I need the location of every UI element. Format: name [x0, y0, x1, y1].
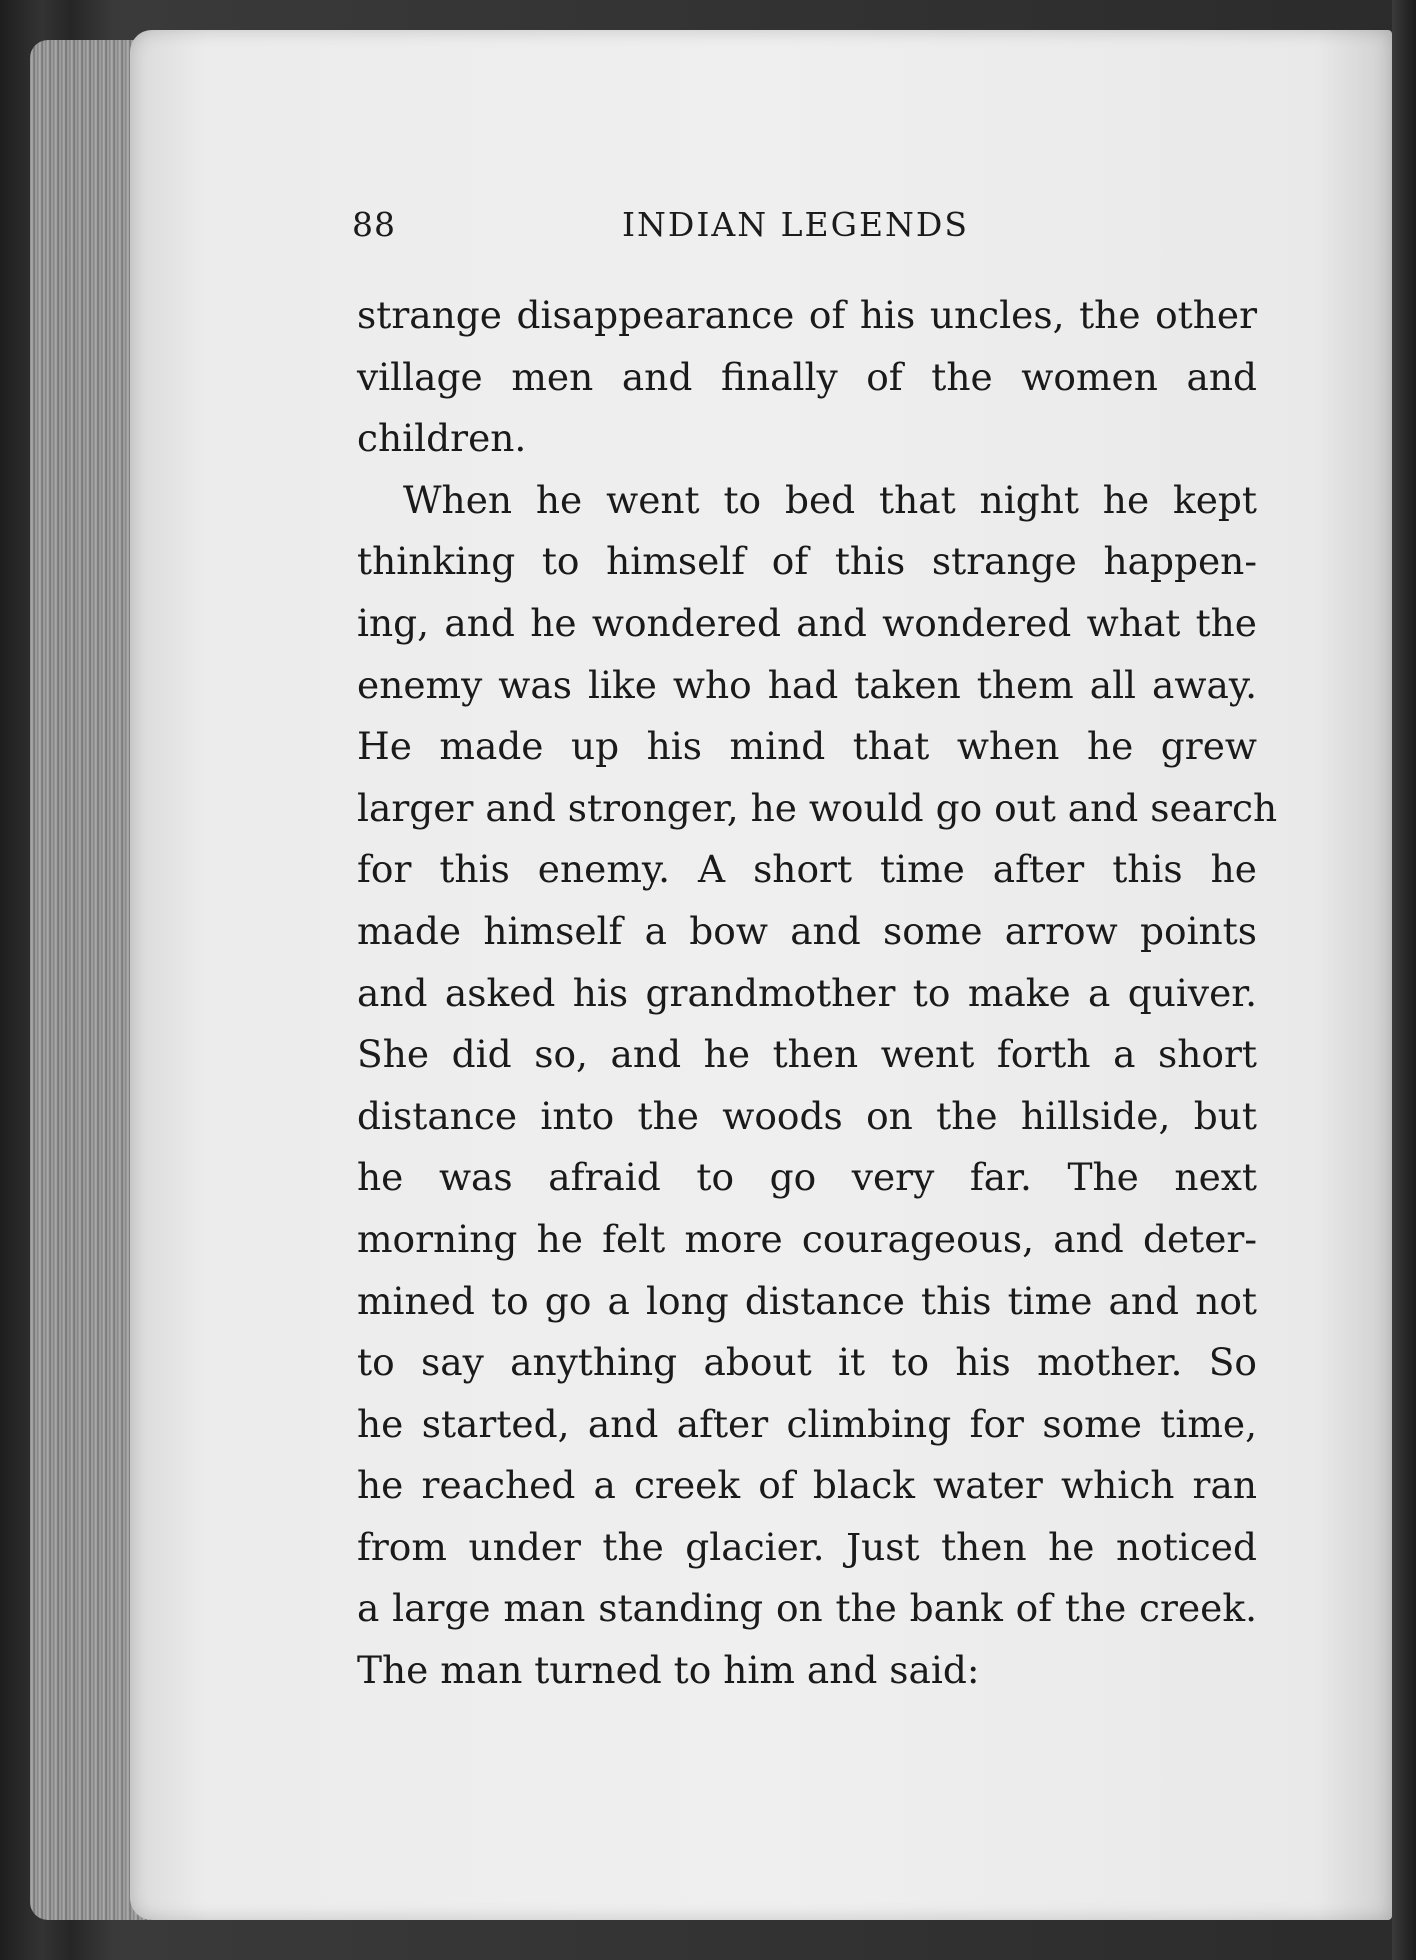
text-line: thinking to himself of this strange happen- — [357, 539, 1257, 584]
text-line: enemy was like who had taken them all away. — [357, 662, 1257, 707]
text-line: larger and stronger, he would go out and search — [357, 785, 1278, 830]
text-line: The man turned to him and said: — [357, 1648, 980, 1693]
text-line: mined to go a long distance this time and not — [357, 1278, 1257, 1323]
text-line: She did so, and he then went forth a short — [357, 1032, 1257, 1077]
body-text — [357, 285, 1278, 1702]
text-line: he was afraid to go very far. The next — [357, 1155, 1257, 1200]
text-line: a large man standing on the bank of the creek. — [357, 1586, 1257, 1631]
text-line: for this enemy. A short time after this he — [357, 847, 1257, 892]
book-title: INDIAN LEGENDS — [622, 205, 969, 244]
text-line: he reached a creek of black water which ran — [357, 1463, 1257, 1508]
text-line: village men and finally of the women and — [357, 354, 1257, 399]
text-line: he started, and after climbing for some time, — [357, 1401, 1257, 1446]
text-line: to say anything about it to his mother. So — [357, 1340, 1257, 1385]
text-line: morning he felt more courageous, and deter- — [357, 1216, 1257, 1261]
book-spine-edge — [1392, 0, 1416, 1960]
text-line: ing, and he wondered and wondered what the — [357, 600, 1257, 645]
text-line: from under the glacier. Just then he noticed — [357, 1524, 1257, 1569]
running-head — [352, 205, 1012, 255]
paragraph-start-line: When he went to bed that night he kept — [403, 477, 1257, 522]
text-line: distance into the woods on the hillside, but — [357, 1093, 1257, 1138]
text-line: children. — [357, 416, 527, 461]
page-number: 88 — [352, 205, 396, 244]
text-line: He made up his mind that when he grew — [357, 724, 1257, 769]
text-line: strange disappearance of his uncles, the other — [357, 293, 1257, 337]
text-line: and asked his grandmother to make a quiver. — [357, 970, 1257, 1015]
text-line: made himself a bow and some arrow points — [357, 908, 1257, 953]
